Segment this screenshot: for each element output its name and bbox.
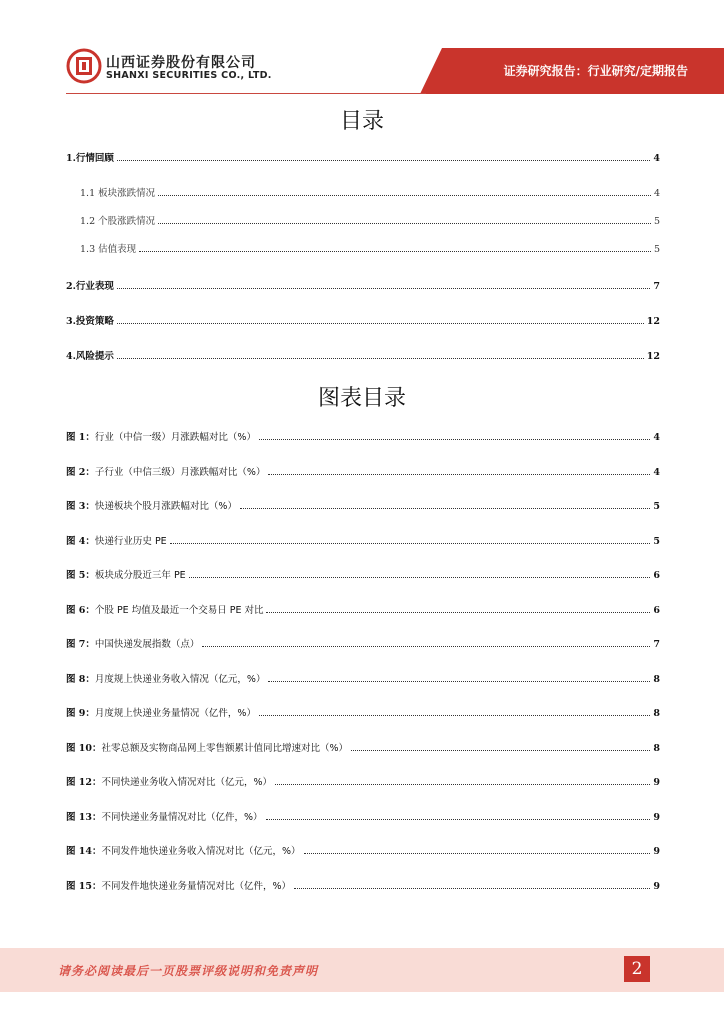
figure-caption: 行业（中信一级）月涨跌幅对比（%） [94, 432, 256, 443]
dot-leader [117, 287, 650, 289]
toc-entry-label: 1.行情回顾 [66, 153, 114, 164]
toc-entry[interactable] [80, 243, 660, 257]
figure-entry-label [66, 431, 256, 445]
page-header [0, 0, 724, 100]
toc-entry-page: 12 [646, 351, 660, 362]
figure-caption: 板块成分股近三年 PE [94, 570, 186, 581]
toc-entry-page: 12 [646, 316, 660, 327]
figure-entry-page: 6 [653, 604, 660, 616]
dot-leader [259, 714, 650, 716]
figure-entry-page: 8 [653, 708, 660, 719]
company-logo-icon [66, 48, 102, 84]
toc-entry-page: 4 [653, 188, 660, 199]
dot-leader [275, 783, 650, 785]
figure-entry-label [66, 569, 186, 583]
figure-entry-page: 9 [653, 880, 660, 892]
report-type: 证券研究报告：行业研究/定期报告 [503, 64, 688, 78]
figure-number: 图 4： [66, 535, 95, 547]
figure-entry[interactable] [66, 431, 660, 445]
dot-leader [117, 322, 644, 324]
dot-leader [117, 159, 650, 161]
toc-entry-page: 5 [653, 244, 660, 255]
toc-entry-label: 2.行业表现 [66, 281, 114, 292]
header-divider [66, 93, 426, 94]
dot-leader [158, 194, 651, 196]
dot-leader [294, 887, 650, 889]
figure-entry[interactable] [66, 845, 660, 859]
figure-entry[interactable] [66, 673, 660, 687]
dot-leader [266, 611, 650, 613]
figure-entry-page: 4 [653, 432, 660, 443]
figure-caption: 个股 PE 均值及最近一个交易日 PE 对比 [94, 604, 264, 616]
figure-entry[interactable] [66, 604, 660, 618]
toc-entry-page: 5 [653, 216, 660, 227]
figure-entry[interactable] [66, 500, 660, 514]
dot-leader [117, 357, 644, 359]
figure-entry-label [66, 742, 348, 756]
figure-number: 图 2： [66, 466, 95, 478]
toc-entry[interactable] [66, 315, 660, 329]
figure-entry[interactable] [66, 776, 660, 790]
dot-leader [240, 507, 650, 509]
figure-entry[interactable] [66, 569, 660, 583]
figure-number: 图 8： [66, 673, 95, 685]
toc-entry-page: 4 [653, 153, 660, 164]
dot-leader [304, 852, 651, 854]
figure-number: 图 15： [66, 880, 102, 892]
toc-entry[interactable] [80, 187, 660, 201]
figure-entry-label [66, 604, 263, 618]
figure-number: 图 1： [66, 432, 95, 443]
figure-entry[interactable] [66, 811, 660, 825]
toc-entry-label: 3.投资策略 [66, 316, 114, 327]
figure-number: 图 7： [66, 639, 95, 650]
figure-caption: 中国快递发展指数（点） [94, 639, 200, 650]
figure-entry-page: 8 [653, 742, 660, 754]
toc-entry-label: 1.1 板块涨跌情况 [80, 188, 156, 199]
dot-leader [189, 576, 651, 578]
figure-entry-label [66, 535, 167, 549]
figure-number: 图 12： [66, 777, 102, 788]
figure-entry-label [66, 707, 256, 721]
dot-leader [351, 749, 650, 751]
figure-entry-page: 4 [653, 466, 660, 478]
figure-entry[interactable] [66, 880, 660, 894]
figure-entry-page: 9 [653, 846, 660, 857]
figure-number: 图 3： [66, 501, 95, 512]
figure-entry-label [66, 638, 199, 652]
figure-caption: 不同发件地快递业务量情况对比（亿件，%） [101, 880, 292, 892]
figure-entry-label [66, 845, 301, 859]
figure-caption: 不同快递业务收入情况对比（亿元，%） [101, 777, 273, 788]
figure-entry-page: 8 [653, 673, 660, 685]
dot-leader [268, 680, 650, 682]
figure-entry-page: 5 [653, 535, 660, 547]
dot-leader [266, 818, 651, 820]
figure-caption: 快递板块个股月涨跌幅对比（%） [94, 501, 237, 512]
figure-entry-label [66, 811, 263, 825]
figure-entry[interactable] [66, 707, 660, 721]
company-name-cn: 山西证券股份有限公司 [106, 55, 256, 71]
dot-leader [139, 250, 651, 252]
figure-entry-label [66, 500, 237, 514]
dot-leader [259, 438, 650, 440]
company-name-en: SHANXI SECURITIES CO., LTD. [106, 70, 272, 81]
figure-number: 图 10： [66, 742, 102, 754]
toc-entry-label: 1.2 个股涨跌情况 [80, 216, 156, 227]
figure-caption: 不同快递业务量情况对比（亿件，%） [101, 811, 263, 823]
figure-list-title: 图表目录 [317, 386, 406, 411]
figure-caption: 月度规上快递业务量情况（亿件，%） [94, 708, 256, 719]
dot-leader [170, 542, 651, 544]
toc-entry-page: 7 [653, 281, 660, 292]
toc-entry[interactable] [66, 152, 660, 166]
toc-entry[interactable] [66, 350, 660, 364]
figure-number: 图 14： [66, 846, 102, 857]
toc-title: 目录 [339, 109, 384, 134]
toc-entry[interactable] [66, 280, 660, 294]
figure-entry[interactable] [66, 742, 660, 756]
figure-entry[interactable] [66, 638, 660, 652]
figure-entry-label [66, 776, 272, 790]
figure-entry[interactable] [66, 535, 660, 549]
figure-caption: 不同发件地快递业务收入情况对比（亿元，%） [101, 846, 301, 857]
figure-caption: 子行业（中信三级）月涨跌幅对比（%） [94, 466, 266, 478]
figure-entry-page: 6 [653, 570, 660, 581]
toc-entry[interactable] [80, 215, 660, 229]
figure-number: 图 13： [66, 811, 102, 823]
disclaimer-notice: 请务必阅读最后一页股票评级说明和免责声明 [58, 964, 319, 978]
dot-leader [202, 645, 650, 647]
figure-entry-label [66, 673, 265, 687]
figure-entry-label [66, 466, 265, 480]
dot-leader [268, 473, 650, 475]
page-number: 2 [624, 956, 650, 982]
figure-number: 图 9： [66, 708, 95, 719]
figure-entry-page: 9 [653, 777, 660, 788]
toc-entry-label: 1.3 估值表现 [80, 244, 137, 255]
figure-entry-label [66, 880, 291, 894]
figure-caption: 社零总额及实物商品网上零售额累计值同比增速对比（%） [101, 742, 349, 754]
dot-leader [158, 222, 651, 224]
figure-entry[interactable] [66, 466, 660, 480]
figure-caption: 快递行业历史 PE [94, 535, 167, 547]
figure-number: 图 5： [66, 570, 95, 581]
figure-number: 图 6： [66, 604, 95, 616]
figure-entry-page: 7 [653, 639, 660, 650]
figure-entry-page: 5 [653, 501, 660, 512]
figure-caption: 月度规上快递业务收入情况（亿元，%） [94, 673, 266, 685]
toc-entry-label: 4.风险提示 [66, 351, 114, 362]
figure-entry-page: 9 [653, 811, 660, 823]
